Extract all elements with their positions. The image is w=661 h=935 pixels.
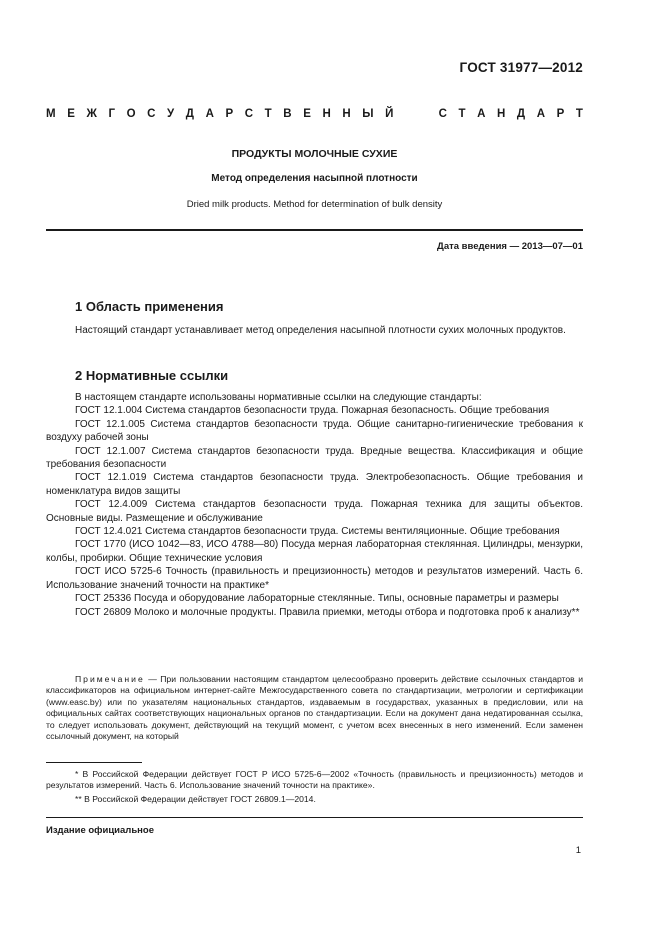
word-gap xyxy=(405,108,427,120)
ref-paragraph: ГОСТ 25336 Посуда и оборудование лабораторные стеклянные. Типы, основные параметры и размеры xyxy=(75,593,559,605)
heading-letter: Д xyxy=(516,108,526,120)
ref-paragraph: ГОСТ 26809 Молоко и молочные продукты. Правила приемки, методы отбора и подготовка проб к анализу** xyxy=(75,606,580,618)
heading-letter: Н xyxy=(497,108,506,120)
introduction-date: Дата введения — 2013—07—01 xyxy=(437,241,583,252)
ref-paragraph: ГОСТ 12.4.009 Система стандартов безопасности труда. Пожарная техника для защиты объектов. Основные виды. Размещение и обслуживание xyxy=(46,499,583,524)
heading-letter: Г xyxy=(108,108,115,120)
section-1-heading: 1 Область применения xyxy=(75,299,224,314)
heading-letter: С xyxy=(147,108,156,120)
note-label: Примечание xyxy=(75,674,145,684)
heading-letter: С xyxy=(438,108,447,120)
section-2-heading: 2 Нормативные ссылки xyxy=(75,368,229,383)
footnote: ** В Российской Федерации действует ГОСТ 26809.1—2014. xyxy=(75,793,316,804)
note-block xyxy=(46,674,583,742)
note-paragraph xyxy=(46,674,583,742)
ref-paragraph: ГОСТ 12.1.007 Система стандартов безопасности труда. Вредные вещества. Классификация и общие требования безопасности xyxy=(46,445,583,471)
heading-letter: А xyxy=(477,108,486,120)
ref-paragraph: ГОСТ 12.1.004 Система стандартов безопасности труда. Пожарная безопасность. Общие требования xyxy=(75,405,550,417)
ref-paragraph: ГОСТ 12.1.019 Система стандартов безопасности труда. Электробезопасность. Общие требования и номенклатура видов защиты xyxy=(46,472,583,497)
footnote: * В Российской Федерации действует ГОСТ Р ИСО 5725-6—2002 «Точность (правильность и прецизионность) методов и результатов измерений. Часть 6. Использование значений точности на практике». xyxy=(46,769,583,791)
english-title: Dried milk products. Method for determination of bulk density xyxy=(186,199,443,210)
heading-letter: Ы xyxy=(362,108,374,120)
section-1-body xyxy=(46,324,583,337)
heading-letter: Р xyxy=(556,108,565,120)
heading-letter: У xyxy=(167,108,175,120)
heading-letter: Р xyxy=(225,108,234,120)
heading-letter: Е xyxy=(67,108,75,120)
heading-letter: А xyxy=(536,108,546,120)
footnotes xyxy=(46,769,583,807)
heading-letter: Й xyxy=(385,108,394,120)
ref-paragraph: ГОСТ ИСО 5725-6 Точность (правильность и прецизионность) методов и результатов измерений. Часть 6. Использование значений точности на практике* xyxy=(46,566,583,591)
heading-letter: В xyxy=(283,108,292,120)
document-title: ПРОДУКТЫ МОЛОЧНЫЕ СУХИЕ xyxy=(231,148,398,160)
heading-letter: Е xyxy=(303,108,311,120)
heading-letter: Н xyxy=(342,108,351,120)
heading-letter: Т xyxy=(264,108,272,120)
document-subtitle: Метод определения насыпной плотности xyxy=(211,173,418,184)
page-number: 1 xyxy=(575,845,581,856)
ref-paragraph: В настоящем стандарте использованы нормативные ссылки на следующие стандарты: xyxy=(75,392,482,403)
heading-letter: Т xyxy=(575,108,583,120)
heading-letter: Ж xyxy=(86,108,97,120)
section-1-text: Настоящий стандарт устанавливает метод определения насыпной плотности сухих молочных продуктов. xyxy=(75,325,566,336)
note-text: — При пользовании настоящим стандартом целесообразно проверить действие ссылочных стандартов и классификаторов на официальном интернет-сайте Межгосударственного совета по стандартизации, метрологии и сертификации (www.easc.by) или по указателям национальных стандартов, издаваемым в государствах, указанных в предисловии, или на официальных сайтах соответствующих национальных органов по стандартизации. Если на документ дана недатированная ссылка, то следует использовать документ, действующий на текущий момент, с учетом всех внесенных в него изменений. Если заменен ссылочный документ, на который xyxy=(46,674,583,742)
title-divider xyxy=(46,229,583,231)
gost-number: ГОСТ 31977—2012 xyxy=(459,60,583,75)
standard-type-heading xyxy=(46,108,583,120)
heading-letter: А xyxy=(205,108,214,120)
ref-paragraph: ГОСТ 12.4.021 Система стандартов безопасности труда. Системы вентиляционные. Общие требования xyxy=(75,526,560,538)
footer-divider xyxy=(46,817,583,818)
heading-letter: Д xyxy=(185,108,194,120)
heading-letter: Н xyxy=(322,108,331,120)
footnote-divider xyxy=(46,762,142,763)
ref-paragraph: ГОСТ 12.1.005 Система стандартов безопасности труда. Общие санитарно-гигиенические требования к воздуху рабочей зоны xyxy=(46,418,583,444)
ref-paragraph: ГОСТ 1770 (ИСО 1042—83, ИСО 4788—80) Посуда мерная лабораторная стеклянная. Цилиндры, мензурки, колбы, пробирки. Общие технические условия xyxy=(46,539,583,564)
heading-letter: М xyxy=(46,108,56,120)
section-2-body xyxy=(46,391,583,619)
heading-letter: О xyxy=(126,108,136,120)
heading-letter: С xyxy=(244,108,254,120)
heading-letter: Т xyxy=(458,108,466,120)
edition-label: Издание официальное xyxy=(46,825,154,836)
